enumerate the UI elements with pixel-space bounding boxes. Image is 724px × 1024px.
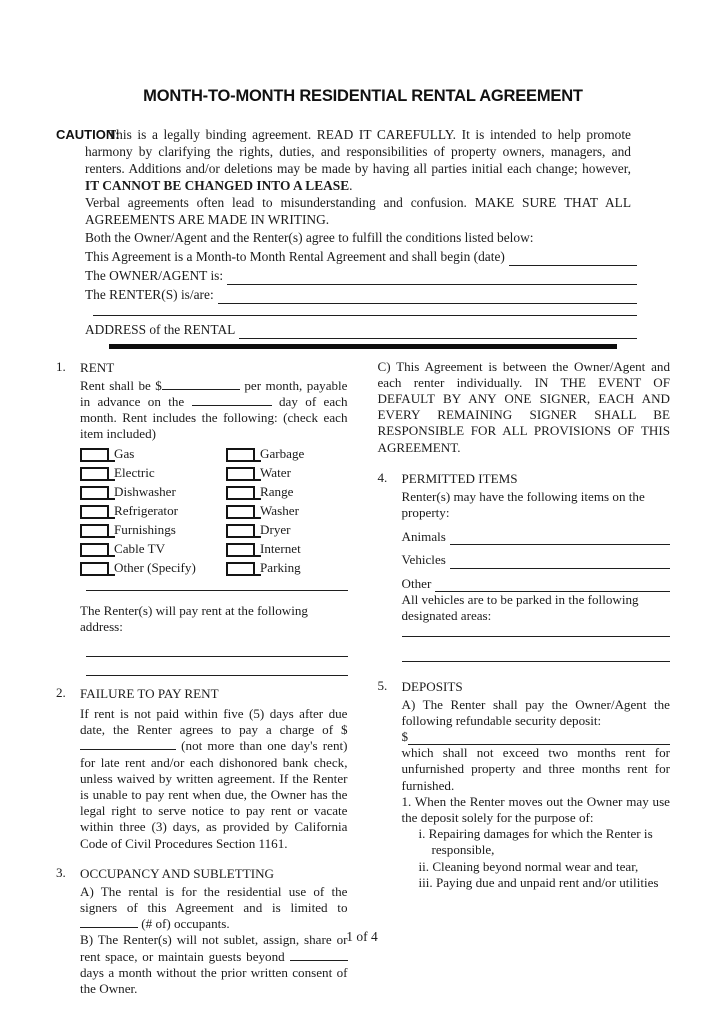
failure-text-1: If rent is not paid within five (5) days after due date, the Renter agrees to pay a charge of $ <box>80 705 348 738</box>
checkbox-icon[interactable] <box>80 524 109 538</box>
begin-date-label: This Agreement is a Month-to Month Rental Agreement and shall begin (date) <box>85 249 505 264</box>
caution-period: . <box>349 178 353 193</box>
section-deposits <box>378 678 671 891</box>
failure-paragraph <box>80 706 348 852</box>
checkbox-icon[interactable] <box>80 505 109 519</box>
parking-area-line-2[interactable] <box>402 661 671 662</box>
checkbox-label: Garbage <box>260 446 305 462</box>
checkbox-label: Cable TV <box>114 541 166 557</box>
other-items-label: Other <box>401 576 432 592</box>
rent-paragraph <box>80 378 348 443</box>
checkbox-label: Range <box>260 484 294 500</box>
animals-label: Animals <box>401 528 446 544</box>
rent-checkbox-other-specify[interactable] <box>80 560 226 576</box>
begin-date-row <box>85 247 637 266</box>
section-rent <box>56 359 348 676</box>
rent-amount-blank[interactable] <box>162 378 240 390</box>
deposit-amount-row <box>402 729 671 745</box>
checkbox-label: Water <box>260 465 291 481</box>
animals-blank[interactable] <box>450 531 670 545</box>
checkbox-icon[interactable] <box>80 448 109 462</box>
occupancy-b-text-2: days a month without the prior written consent of the Owner. <box>80 964 348 996</box>
page-title: MONTH-TO-MONTH RESIDENTIAL RENTAL AGREEMENT <box>143 87 583 105</box>
rent-checkbox-internet[interactable] <box>226 541 348 557</box>
other-specify-line[interactable] <box>86 590 348 591</box>
rent-checkbox-washer[interactable] <box>226 503 348 519</box>
checkbox-label: Other (Specify) <box>114 560 196 576</box>
section-number: 5. <box>377 677 388 693</box>
permitted-intro: Renter(s) may have the following items on the property: <box>401 488 645 520</box>
other-items-blank[interactable] <box>435 578 670 592</box>
rent-checkbox-cable-tv[interactable] <box>80 541 226 557</box>
guest-days-blank[interactable] <box>290 949 348 961</box>
deposit-use-text: 1. When the Renter moves out the Owner may use the deposit solely for the purpose of: <box>401 793 670 826</box>
section-heading: RENT <box>80 359 115 375</box>
checkbox-label: Refrigerator <box>114 503 178 519</box>
caution-text <box>85 126 631 228</box>
section-number: 4. <box>377 469 388 485</box>
dollar-sign: $ <box>401 729 409 745</box>
caution-bold-run: IT CANNOT BE CHANGED INTO A LEASE <box>85 178 350 193</box>
renters-blank[interactable] <box>218 290 637 304</box>
checkbox-label: Gas <box>114 446 135 462</box>
deposits-clause-a: A) The Renter shall pay the Owner/Agent the following refundable security deposit: <box>401 696 670 728</box>
two-column-body <box>56 359 670 998</box>
list-item: ii. Cleaning beyond normal wear and tear, <box>418 858 639 874</box>
rent-text-2: per month, payable in advance on the <box>80 377 348 409</box>
checkbox-label: Furnishings <box>114 522 176 538</box>
rent-due-day-blank[interactable] <box>192 394 272 406</box>
section-permitted-items <box>378 470 671 662</box>
checkbox-label: Washer <box>260 503 299 519</box>
section-heading: OCCUPANCY AND SUBLETTING <box>80 865 275 881</box>
rent-checkbox-furnishings[interactable] <box>80 522 226 538</box>
pay-address-line-2[interactable] <box>86 675 348 676</box>
checkbox-icon[interactable] <box>226 467 255 481</box>
rent-checkbox-gas[interactable] <box>80 446 226 462</box>
checkbox-label: Dishwasher <box>114 484 176 500</box>
page-number: 1 of 4 <box>346 929 378 944</box>
caution-text-run: This is a legally binding agreement. READ IT CAREFULLY. It is intended to help promote harmony by clarifying the rights, duties, and responsibilities of property owners, managers, and renters. Additions and/or deletions may be made by having all parties initial each change; however, <box>85 127 631 176</box>
rent-checkbox-parking[interactable] <box>226 560 348 576</box>
checkbox-label: Dryer <box>260 522 291 538</box>
section-heading: DEPOSITS <box>401 678 463 694</box>
left-column <box>56 359 348 998</box>
list-item: i. Repairing damages for which the Renter is responsible, <box>418 826 653 858</box>
failure-text-2: (not more than one day's rent) for late rent and/or each dishonored bank check, unless waived by written agreement. If the Renter is unable to pay rent when due, the Owner has the legal right to serve notice to pay rent or vacate within three (3) days, as provided by California Code of Civil Procedures Section 1161. <box>80 738 348 851</box>
animals-row <box>402 529 671 545</box>
vehicles-row <box>402 552 671 568</box>
included-items-checkbox-grid <box>80 446 348 576</box>
checkbox-label: Parking <box>260 560 301 576</box>
other-items-row <box>402 576 671 592</box>
rent-checkbox-dryer[interactable] <box>226 522 348 538</box>
checkbox-icon[interactable] <box>226 543 255 557</box>
section-number: 1. <box>56 358 66 374</box>
column-gap <box>348 359 378 998</box>
checkbox-icon[interactable] <box>226 448 255 462</box>
late-charge-blank[interactable] <box>80 738 176 750</box>
parking-text: All vehicles are to be parked in the following designated areas: <box>401 592 639 624</box>
checkbox-icon[interactable] <box>226 524 255 538</box>
rental-address-blank[interactable] <box>239 325 637 339</box>
occupancy-b-text-1: B) The Renter(s) will not sublet, assign, share or rent space, or maintain guests beyond <box>80 932 348 964</box>
section-divider-bar <box>109 344 617 349</box>
occupancy-a-text-2: (# of) occupants. <box>141 916 230 932</box>
checkbox-icon[interactable] <box>80 562 109 576</box>
renters-row <box>85 285 637 304</box>
renters-extra-blank-line[interactable] <box>93 315 637 316</box>
right-column <box>378 359 671 998</box>
checkbox-icon[interactable] <box>80 486 109 500</box>
caution-block <box>56 126 631 228</box>
checkbox-icon[interactable] <box>226 505 255 519</box>
rent-checkbox-water[interactable] <box>226 465 348 481</box>
checkbox-label: Internet <box>260 541 301 557</box>
occupancy-a-text-1: A) The rental is for the residential use of the signers of this Agreement and is limited to <box>80 883 348 915</box>
section-heading: PERMITTED ITEMS <box>401 470 518 486</box>
rental-address-label: ADDRESS of the RENTAL <box>85 322 236 337</box>
section-heading: FAILURE TO PAY RENT <box>80 685 219 701</box>
caution-line2: Verbal agreements often lead to misunderstanding and confusion. MAKE SURE THAT ALL AGREEMENTS ARE MADE IN WRITING. <box>85 195 631 227</box>
owner-agent-blank[interactable] <box>227 271 637 285</box>
vehicles-label: Vehicles <box>401 552 446 568</box>
deposit-limit-text: which shall not exceed two months rent for unfurnished property and three months rent for furnished. <box>401 745 670 793</box>
rent-text-3: day of each month. Rent includes the following: (check each item included) <box>80 393 348 442</box>
intro-block <box>85 228 637 339</box>
rent-checkbox-garbage[interactable] <box>226 446 348 462</box>
occupancy-clause-a <box>80 884 348 933</box>
deposit-use-list <box>402 826 671 891</box>
caution-label: CAUTION: <box>56 126 120 142</box>
rental-address-row <box>85 320 637 339</box>
checkbox-icon[interactable] <box>226 486 255 500</box>
rent-checkbox-refrigerator[interactable] <box>80 503 226 519</box>
list-item: iii. Paying due and unpaid rent and/or utilities <box>418 874 659 890</box>
checkbox-label: Electric <box>114 465 155 481</box>
checkbox-icon[interactable] <box>226 562 255 576</box>
vehicles-blank[interactable] <box>450 555 670 569</box>
rent-checkbox-range[interactable] <box>226 484 348 500</box>
checkbox-icon[interactable] <box>80 467 109 481</box>
agree-line: Both the Owner/Agent and the Renter(s) agree to fulfill the conditions listed below: <box>85 230 534 245</box>
rent-checkbox-electric[interactable] <box>80 465 226 481</box>
deposit-amount-blank[interactable] <box>408 732 670 745</box>
owner-agent-label: The OWNER/AGENT is: <box>85 268 224 283</box>
parking-area-line-1[interactable] <box>402 636 671 637</box>
checkbox-icon[interactable] <box>80 543 109 557</box>
owner-agent-row <box>85 266 637 285</box>
rent-text-1: Rent shall be $ <box>80 377 162 393</box>
clause-c-paragraph: C) This Agreement is between the Owner/Agent and each renter individually. IN THE EVENT OF DEFAULT BY ANY ONE SIGNER, EACH AND EVERY REMAINING SIGNER SHALL BE RESPONSIBLE FOR ALL PROVISIONS OF THIS AGREEMENT. <box>377 358 670 455</box>
occupants-blank[interactable] <box>80 916 138 928</box>
renters-label: The RENTER(S) is/are: <box>85 287 214 302</box>
begin-date-blank[interactable] <box>509 252 637 266</box>
rent-checkbox-dishwasher[interactable] <box>80 484 226 500</box>
pay-address-text: The Renter(s) will pay rent at the following address: <box>80 602 308 634</box>
section-number: 2. <box>56 684 66 700</box>
section-number: 3. <box>56 864 66 880</box>
section-failure-to-pay <box>56 685 348 852</box>
pay-address-line-1[interactable] <box>86 656 348 657</box>
